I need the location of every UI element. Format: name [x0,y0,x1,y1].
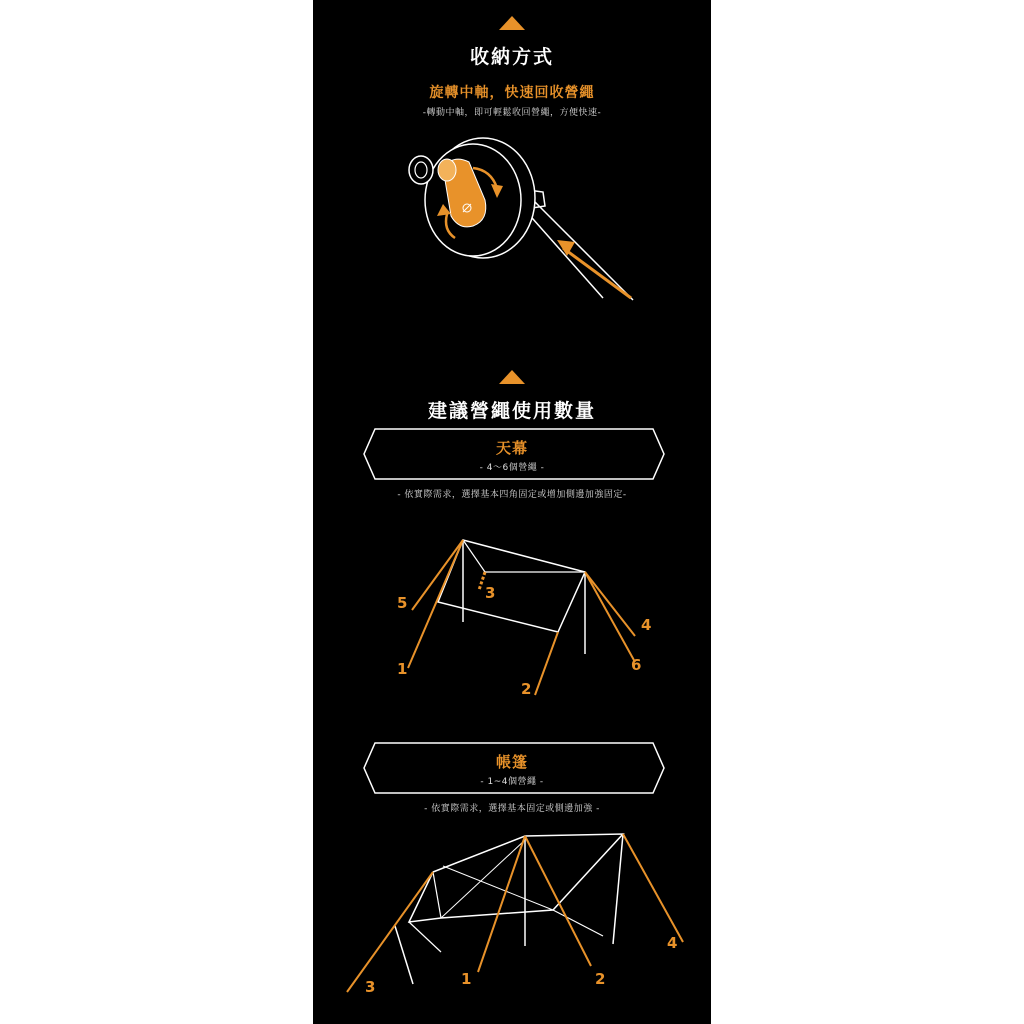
canopy-caption: - 依實際需求，選擇基本四角固定或增加側邊加強固定- [397,490,627,500]
product-panel [313,0,711,1024]
canopy-rope-label: 5 [397,594,409,612]
storage-title: 收納方式 [469,46,554,68]
canopy-label: 天幕 [495,439,528,457]
reel-winder-icon [313,130,711,310]
tent-rope-label: 2 [595,970,607,988]
tent-rope-label: 1 [461,970,473,988]
tent-label: 帳篷 [495,753,528,771]
storage-caption: -轉動中軸，即可輕鬆收回營繩，方便快速- [422,108,602,118]
section-triangle-icon [499,16,525,30]
tent-diagram [313,826,711,996]
tent-rope-label: 4 [667,934,679,952]
canopy-rope-label: 1 [397,660,409,678]
storage-subtitle: 旋轉中軸，快速回收營繩 [429,85,595,101]
canopy-rope-label: 6 [631,656,643,674]
tent-rope-label: 3 [365,978,377,996]
recommend-title: 建議營繩使用數量 [427,400,596,422]
tent-caption: - 依實際需求，選擇基本固定或側邊加強 - [424,804,600,814]
canopy-rope-label: 4 [641,616,653,634]
tent-count: - 1~4個營繩 - [480,777,544,787]
canopy-rope-label: 2 [521,680,533,698]
section-triangle-icon [499,370,525,384]
canopy-rope-label: 3 [485,584,497,602]
canopy-count: - 4～6個營繩 - [479,463,545,473]
